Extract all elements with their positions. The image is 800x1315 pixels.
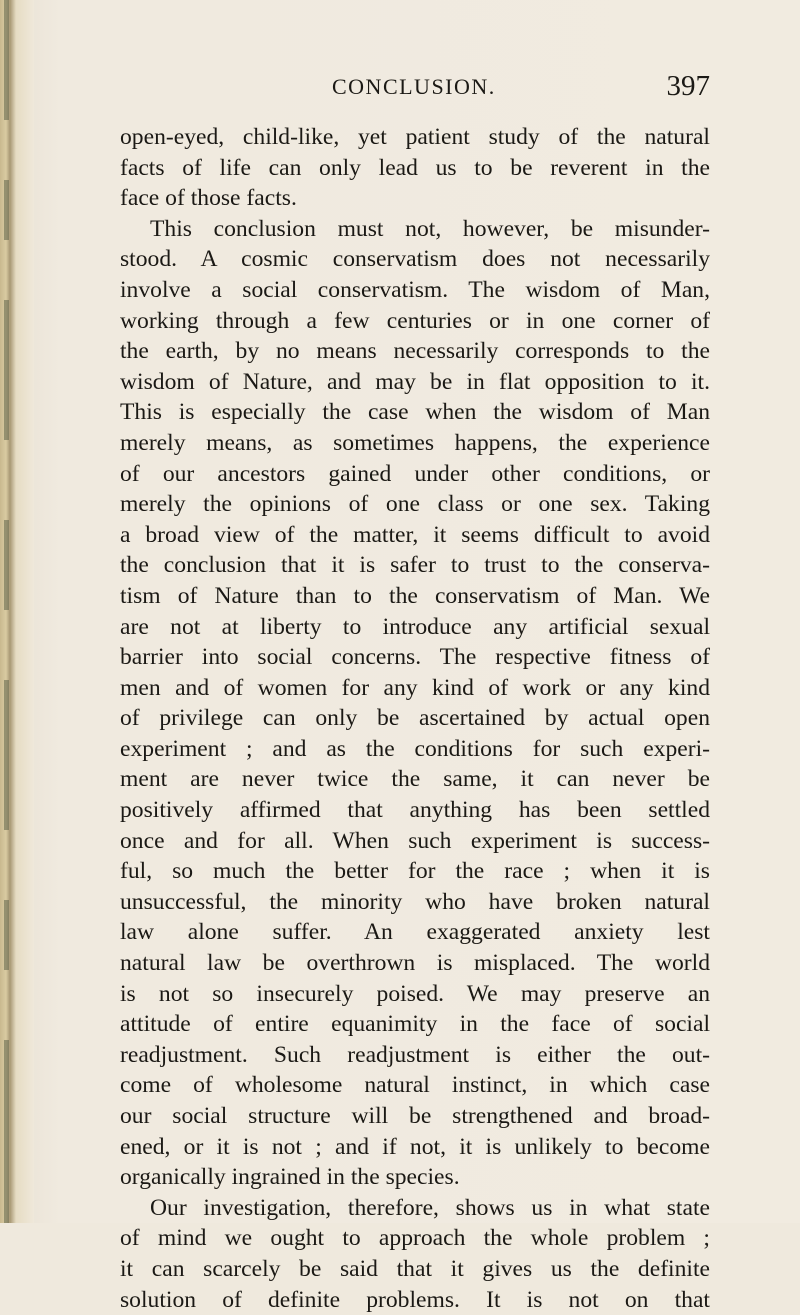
paragraph-start-line: Our investigation, therefore, shows us in what state	[150, 1194, 710, 1221]
text-line: attitude of entire equanimity in the face of social	[120, 1011, 710, 1038]
text-line: ened, or it is not ; and if not, it is unlikely to become	[120, 1133, 710, 1160]
text-line: ful, so much the better for the race ; when it is	[120, 858, 710, 885]
body-text	[120, 122, 710, 1315]
text-line: facts of life can only lead us to be reverent in the	[120, 154, 710, 181]
text-line: wisdom of Nature, and may be in flat opposition to it.	[120, 368, 710, 395]
page-number: 397	[666, 70, 710, 102]
chapter-title: CONCLUSION.	[332, 74, 496, 99]
text-line: merely the opinions of one class or one sex. Taking	[120, 491, 710, 518]
text-line: This is especially the case when the wisdom of Man	[120, 399, 710, 426]
text-line: law alone suffer. An exaggerated anxiety lest	[120, 919, 710, 946]
running-head	[120, 68, 710, 108]
text-line: once and for all. When such experiment is success-	[120, 827, 710, 854]
text-line: merely means, as sometimes happens, the experience	[120, 429, 710, 456]
text-line: working through a few centuries or in one corner of	[120, 307, 710, 334]
text-line: readjustment. Such readjustment is either the out-	[120, 1041, 710, 1068]
text-line: ment are never twice the same, it can never be	[120, 766, 710, 793]
text-line: of our ancestors gained under other conditions, or	[120, 460, 710, 487]
text-line: unsuccessful, the minority who have broken natural	[120, 888, 710, 915]
book-binding-edge	[0, 0, 34, 1223]
text-line: stood. A cosmic conservatism does not necessarily	[120, 246, 710, 273]
text-line: the conclusion that it is safer to trust to the conserva-	[120, 552, 710, 579]
text-line: is not so insecurely poised. We may preserve an	[120, 980, 710, 1007]
text-line: the earth, by no means necessarily corresponds to the	[120, 338, 710, 365]
text-line: positively affirmed that anything has been settled	[120, 797, 710, 824]
text-line: of privilege can only be ascertained by actual open	[120, 705, 710, 732]
text-line: organically ingrained in the species.	[120, 1164, 460, 1191]
text-line: experiment ; and as the conditions for such experi-	[120, 735, 710, 762]
text-line: of mind we ought to approach the whole problem ;	[120, 1225, 710, 1252]
text-line: involve a social conservatism. The wisdom of Man,	[120, 276, 710, 303]
paragraph-start-line: This conclusion must not, however, be misunder-	[150, 215, 710, 242]
text-line: come of wholesome natural instinct, in which case	[120, 1072, 710, 1099]
text-line: open-eyed, child-like, yet patient study of the natural	[120, 124, 710, 150]
text-line: it can scarcely be said that it gives us the definite	[120, 1255, 710, 1282]
text-line: our social structure will be strengthened and broad-	[120, 1103, 710, 1129]
text-line: face of those facts.	[120, 185, 297, 212]
text-line: barrier into social concerns. The respective fitness of	[120, 644, 710, 671]
text-line: a broad view of the matter, it seems difficult to avoid	[120, 521, 710, 548]
text-line: are not at liberty to introduce any artificial sexual	[120, 613, 710, 640]
text-line: tism of Nature than to the conservatism of Man. We	[120, 582, 710, 609]
text-line: solution of definite problems. It is not on that	[120, 1286, 710, 1313]
text-line: natural law be overthrown is misplaced. The world	[120, 950, 710, 977]
text-line: men and of women for any kind of work or any kind	[120, 674, 710, 701]
